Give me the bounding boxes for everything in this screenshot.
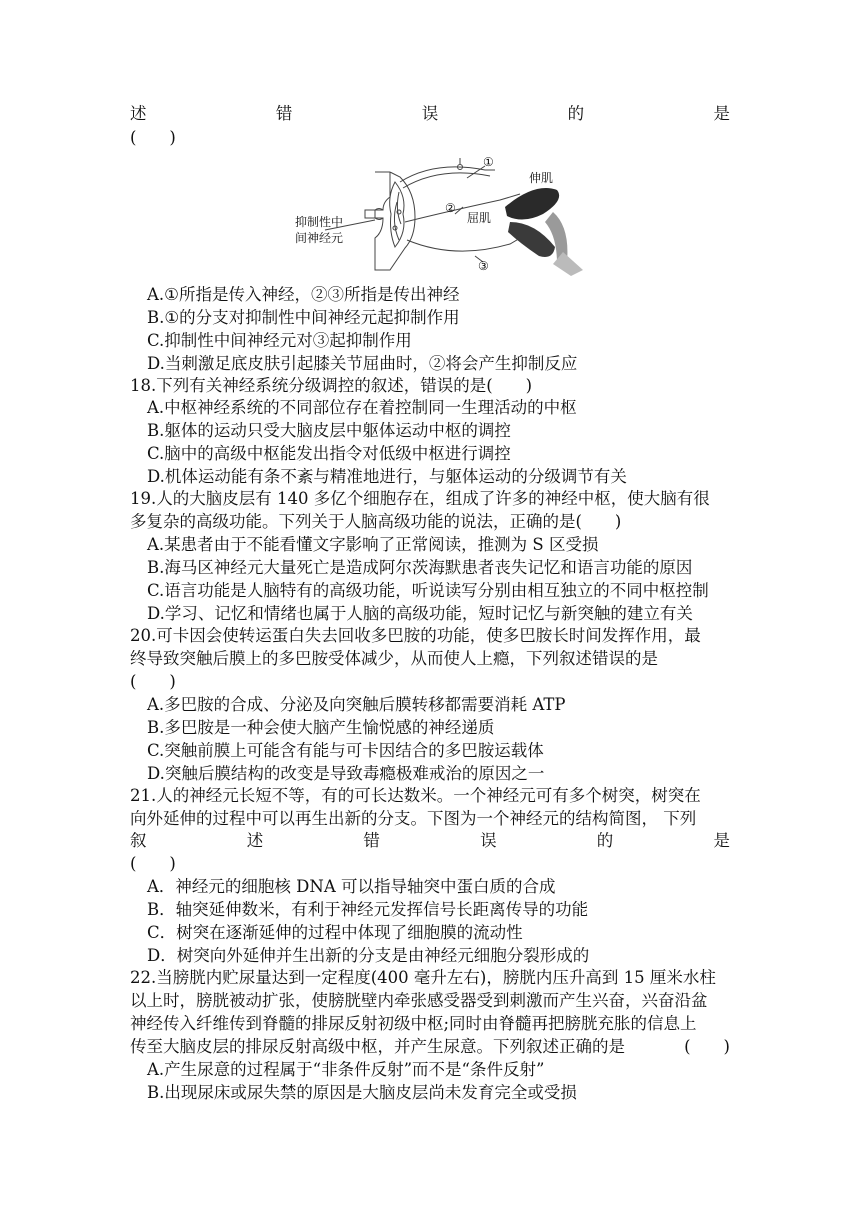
- q17-option-c: C.抑制性中间神经元对③起抑制作用: [147, 331, 412, 350]
- q21-stem-line-1: 21.人的神经元长短不等，有的可长达数米。一个神经元可有多个树突，树突在: [130, 786, 701, 805]
- stem-text: 传至大脑皮层的排尿反射高级中枢，并产生尿意。下列叙述正确的是: [130, 1037, 625, 1056]
- q20-option-c: C.突触前膜上可能含有能与可卡因结合的多巴胺运载体: [147, 741, 544, 760]
- stem-word: 述: [246, 831, 264, 850]
- stem-word: 错: [275, 104, 293, 123]
- interneuron-label-1: 抑制性中: [295, 215, 344, 229]
- answer-paren: ( ): [684, 1037, 730, 1056]
- flexor-label: 屈肌: [467, 211, 492, 225]
- q21-option-b: B．轴突延伸数米，有利于神经元发挥信号长距离传导的功能: [147, 900, 589, 919]
- q22-stem-line-4: [130, 1036, 730, 1058]
- reflex-arc-figure: [295, 152, 585, 280]
- efferent-nerve-3: [407, 234, 527, 251]
- circle-label-1: ①: [483, 155, 494, 169]
- q22-stem-line-1: 22.当膀胱内贮尿量达到一定程度(400 毫升左右)，膀胱内压升高到 15 厘米水柱: [130, 968, 716, 987]
- stem-word: 误: [421, 104, 439, 123]
- q18-option-a: A.中枢神经系统的不同部位存在着控制同一生理活动的中枢: [147, 398, 577, 417]
- stem-word: 是: [713, 831, 730, 850]
- q19-option-c: C.语言功能是人脑特有的高级功能，听说读写分别由相互独立的不同中枢控制: [147, 581, 709, 600]
- q20-option-d: D.突触后膜结构的改变是导致毒瘾极难戒治的原因之一: [147, 764, 545, 783]
- q19-stem-line-1: 19.人的大脑皮层有 140 多亿个细胞存在，组成了许多的神经中枢，使大脑有很: [130, 489, 710, 508]
- stem-word: 的: [596, 831, 614, 850]
- q18-stem: 18.下列有关神经系统分级调控的叙述，错误的是( ): [130, 376, 533, 395]
- q20-option-b: B.多巴胺是一种会使大脑产生愉悦感的神经递质: [147, 718, 495, 737]
- q20-stem-line-2: 终导致突触后膜上的多巴胺受体减少，从而使人上瘾，下列叙述错误的是: [130, 649, 658, 668]
- circle-label-2: ②: [445, 201, 456, 215]
- q20-option-a: A.多巴胺的合成、分泌及向突触后膜转移都需要消耗 ATP: [147, 695, 566, 714]
- q21-answer-paren: ( ): [130, 854, 176, 873]
- q22-option-b: B.出现尿床或尿失禁的原因是大脑皮层尚未发育完全或受损: [147, 1083, 577, 1102]
- q21-option-d: D．树突向外延伸并生出新的分支是由神经元细胞分裂形成的: [147, 946, 590, 965]
- q22-option-a: A.产生尿意的过程属于“非条件反射”而不是“条件反射”: [147, 1060, 545, 1079]
- stem-word: 叙: [130, 831, 147, 850]
- q18-option-c: C.脑中的高级中枢能发出指令对低级中枢进行调控: [147, 444, 511, 463]
- q19-option-b: B.海马区神经元大量死亡是造成阿尔茨海默患者丧失记忆和语言功能的原因: [147, 558, 693, 577]
- q22-stem-line-2: 以上时，膀胱被动扩张，使膀胱壁内牵张感受器受到刺激而产生兴奋，兴奋沿盆: [130, 991, 708, 1010]
- q19-stem-line-2: 多复杂的高级功能。下列关于人脑高级功能的说法，正确的是( ): [130, 512, 622, 531]
- stem-word: 误: [480, 831, 497, 850]
- q21-stem-line-2: 向外延伸的过程中可以再生出新的分支。下图为一个神经元的结构简图， 下列: [130, 809, 697, 828]
- q20-answer-paren: ( ): [130, 672, 176, 691]
- q17-stem-line: [130, 103, 730, 125]
- q20-stem-line-1: 20.可卡因会使转运蛋白失去回收多巴胺的功能，使多巴胺长时间发挥作用，最: [130, 626, 701, 645]
- q19-option-d: D.学习、记忆和情绪也属于人脑的高级功能，短时记忆与新突触的建立有关: [147, 604, 693, 623]
- q22-stem-line-3: 神经传入纤维传到脊髓的排尿反射初级中枢;同时由脊髓再把膀胱充胀的信息上: [130, 1014, 697, 1033]
- extensor-label: 伸肌: [529, 171, 554, 185]
- muscles: [505, 188, 583, 276]
- q18-option-d: D.机体运动能有条不紊与精准地进行，与躯体运动的分级调节有关: [147, 467, 627, 486]
- q17-option-a: A.①所指是传入神经，②③所指是传出神经: [147, 285, 460, 304]
- q17-answer-paren: ( ): [130, 128, 176, 147]
- stem-word: 是: [713, 104, 730, 123]
- q17-option-b: B.①的分支对抑制性中间神经元起抑制作用: [147, 308, 460, 327]
- stem-word: 错: [363, 831, 380, 850]
- flexor-muscle: [508, 222, 555, 257]
- q21-option-a: A．神经元的细胞核 DNA 可以指导轴突中蛋白质的合成: [147, 877, 556, 896]
- grey-matter: [390, 182, 404, 247]
- q18-option-b: B.躯体的运动只受大脑皮层中躯体运动中枢的调控: [147, 421, 511, 440]
- stem-word: 述: [130, 104, 147, 123]
- q17-option-d: D.当刺激足底皮肤引起膝关节屈曲时，②将会产生抑制反应: [147, 354, 578, 373]
- q21-option-c: C．树突在逐渐延伸的过程中体现了细胞膜的流动性: [147, 923, 523, 942]
- stem-word: 的: [567, 104, 585, 123]
- q19-option-a: A.某患者由于不能看懂文字影响了正常阅读，推测为 S 区受损: [147, 535, 599, 554]
- q21-stem-line-3: [130, 830, 730, 852]
- circle-label-3: ③: [478, 259, 489, 273]
- interneuron-label-2: 间神经元: [295, 231, 344, 245]
